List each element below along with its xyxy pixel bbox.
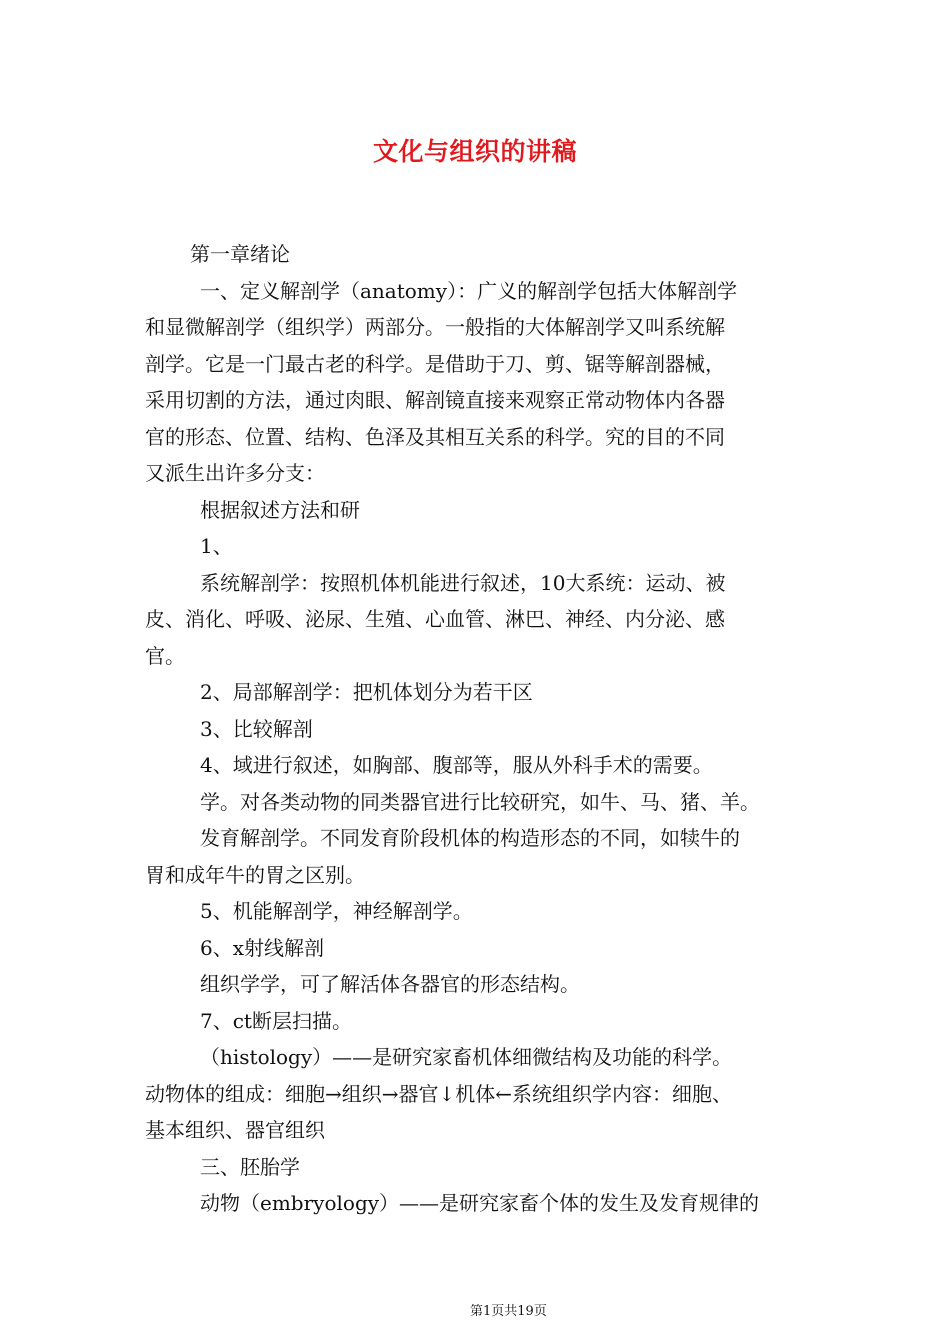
- paragraph-line: 4、域进行叙述，如胸部、腹部等，服从外科手术的需要。: [200, 753, 713, 777]
- page-number: 第1页共19页: [470, 1304, 547, 1319]
- paragraph-line: 3、比较解剖: [200, 716, 313, 741]
- paragraph-line: 皮、消化、呼吸、泌尿、生殖、心血管、淋巴、神经、内分泌、感: [145, 607, 725, 631]
- paragraph-line: （histology）——是研究家畜机体细微结构及功能的科学。: [200, 1045, 733, 1069]
- paragraph-line: 根据叙述方法和研: [200, 497, 360, 522]
- document-title: 文化与组织的讲稿: [372, 137, 577, 166]
- paragraph-line: 动物（embryology）——是研究家畜个体的发生及发育规律的: [200, 1191, 760, 1215]
- paragraph-line: 2、局部解剖学：把机体划分为若干区: [200, 680, 533, 704]
- paragraph-line: 组织学学，可了解活体各器官的形态结构。: [200, 972, 580, 996]
- paragraph-line: 动物体的组成：细胞→组织→器官↓机体←系统组织学内容：细胞、: [145, 1081, 733, 1106]
- paragraph-line: 官的形态、位置、结构、色泽及其相互关系的科学。究的目的不同: [145, 424, 725, 449]
- paragraph-line: 系统解剖学：按照机体机能进行叙述，10大系统：运动、被: [200, 570, 726, 595]
- paragraph-line: 学。对各类动物的同类器官进行比较研究，如牛、马、猪、羊。: [200, 789, 760, 814]
- paragraph-line: 官。: [145, 643, 185, 668]
- paragraph-line: 采用切割的方法，通过肉眼、解剖镜直接来观察正常动物体内各器: [145, 388, 725, 412]
- paragraph-line: 1、: [200, 534, 233, 558]
- paragraph-line: 剖学。它是一门最古老的科学。是借助于刀、剪、锯等解剖器械，: [145, 351, 725, 376]
- paragraph-line: 基本组织、器官组织: [145, 1118, 325, 1142]
- paragraph-line: 7、ct断层扫描。: [200, 1008, 352, 1033]
- paragraph-line: 三、胚胎学: [200, 1154, 300, 1179]
- paragraph-line: 一、定义解剖学（anatomy）：广义的解剖学包括大体解剖学: [200, 278, 738, 303]
- document-body: [145, 236, 815, 1222]
- paragraph-line: 6、x射线解剖: [200, 935, 325, 960]
- chapter-heading: 第一章绪论: [190, 242, 290, 266]
- paragraph-line: 胃和成年牛的胃之区别。: [145, 862, 365, 887]
- paragraph-line: 又派生出许多分支：: [145, 461, 325, 485]
- paragraph-line: 发育解剖学。不同发育阶段机体的构造形态的不同，如犊牛的: [200, 826, 740, 850]
- paragraph-line: 和显微解剖学（组织学）两部分。一般指的大体解剖学又叫系统解: [145, 315, 725, 339]
- paragraph-line: 5、机能解剖学，神经解剖学。: [200, 899, 473, 923]
